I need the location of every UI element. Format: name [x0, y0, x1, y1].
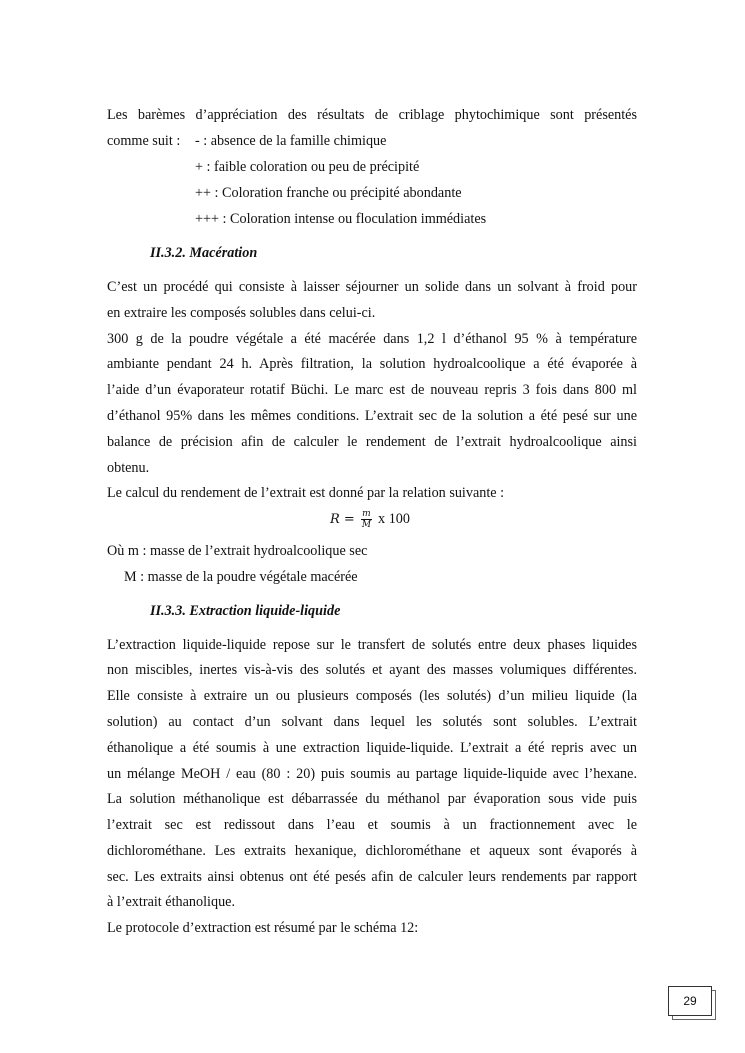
extraction-line: solution) au contact d’un solvant dans lequel les solutés sont solubles. L’extrait	[107, 714, 637, 730]
extraction-line: non miscibles, inertes vis-à-vis des solutés et ayant des masses volumiques différentes.	[107, 662, 637, 678]
formula-fraction	[361, 509, 372, 530]
legend-item-franche: ++ : Coloration franche ou précipité abondante	[195, 185, 462, 201]
extraction-line: Le protocole d’extraction est résumé par le schéma 12:	[107, 920, 419, 936]
legend-intro-line-1: Les barèmes d’appréciation des résultats de criblage phytochimique sont présentés	[107, 107, 637, 123]
extraction-line: un mélange MeOH / eau (80 : 20) puis soumis au partage liquide-liquide avec l’hexane.	[107, 766, 637, 782]
maceration-line: ambiante pendant 24 h. Après filtration, la solution hydroalcoolique a été évaporée à	[107, 356, 637, 372]
formula-lhs: R =	[330, 512, 355, 527]
formula-denominator: M	[361, 520, 372, 530]
extraction-line: l’extrait sec est redissout dans l’eau et soumis à un fractionnement avec le	[107, 817, 637, 833]
legend-intro-line-2: comme suit :	[107, 133, 181, 149]
formula-multiplier: x 100	[378, 511, 410, 527]
maceration-line: 300 g de la poudre végétale a été macérée dans 1,2 l d’éthanol 95 % à température	[107, 331, 637, 347]
page-number-value: 29	[683, 994, 697, 1008]
extraction-line: Elle consiste à extraire un ou plusieurs composés (les solutés) d’un milieu liquide (la	[107, 688, 637, 704]
legend-item-faible: + : faible coloration ou peu de précipité	[195, 159, 420, 175]
maceration-line: obtenu.	[107, 460, 150, 476]
extraction-line: éthanolique a été soumis à une extraction liquide-liquide. L’extrait a été repris avec un	[107, 740, 637, 756]
maceration-line: Le calcul du rendement de l’extrait est donné par la relation suivante :	[107, 485, 505, 501]
extraction-line: dichlorométhane. Les extraits hexanique, dichlorométhane et aqueux sont évaporés à	[107, 843, 637, 859]
section-heading-extraction: II.3.3. Extraction liquide-liquide	[150, 603, 341, 619]
definition-M: M : masse de la poudre végétale macérée	[124, 569, 358, 585]
extraction-line: L’extraction liquide-liquide repose sur le transfert de solutés entre deux phases liquides	[107, 637, 637, 653]
maceration-line: balance de précision afin de calculer le rendement de l’extrait hydroalcoolique ainsi	[107, 434, 637, 450]
maceration-line: en extraire les composés solubles dans celui-ci.	[107, 305, 376, 321]
maceration-line: C’est un procédé qui consiste à laisser séjourner un solide dans un solvant à froid pour	[107, 279, 637, 295]
section-heading-maceration: II.3.2. Macération	[150, 245, 258, 261]
yield-formula	[330, 509, 410, 530]
extraction-line: à l’extrait éthanolique.	[107, 894, 236, 910]
definition-m: Où m : masse de l’extrait hydroalcoolique sec	[107, 543, 368, 559]
maceration-line: d’éthanol 95% dans les mêmes conditions. L’extrait sec de la solution a été pesé sur une	[107, 408, 637, 424]
legend-item-intense: +++ : Coloration intense ou floculation immédiates	[195, 211, 487, 227]
page-number	[668, 986, 712, 1016]
formula-numerator: m	[362, 509, 371, 519]
maceration-line: l’aide d’un évaporateur rotatif Büchi. Le marc est de nouveau repris 3 fois dans 800 ml	[107, 382, 637, 398]
extraction-line: La solution méthanolique est débarrassée du méthanol par évaporation sous vide puis	[107, 791, 637, 807]
legend-item-absence: - : absence de la famille chimique	[195, 133, 387, 149]
extraction-line: sec. Les extraits ainsi obtenus ont été pesés afin de calculer leurs rendements par rapport	[107, 869, 637, 885]
